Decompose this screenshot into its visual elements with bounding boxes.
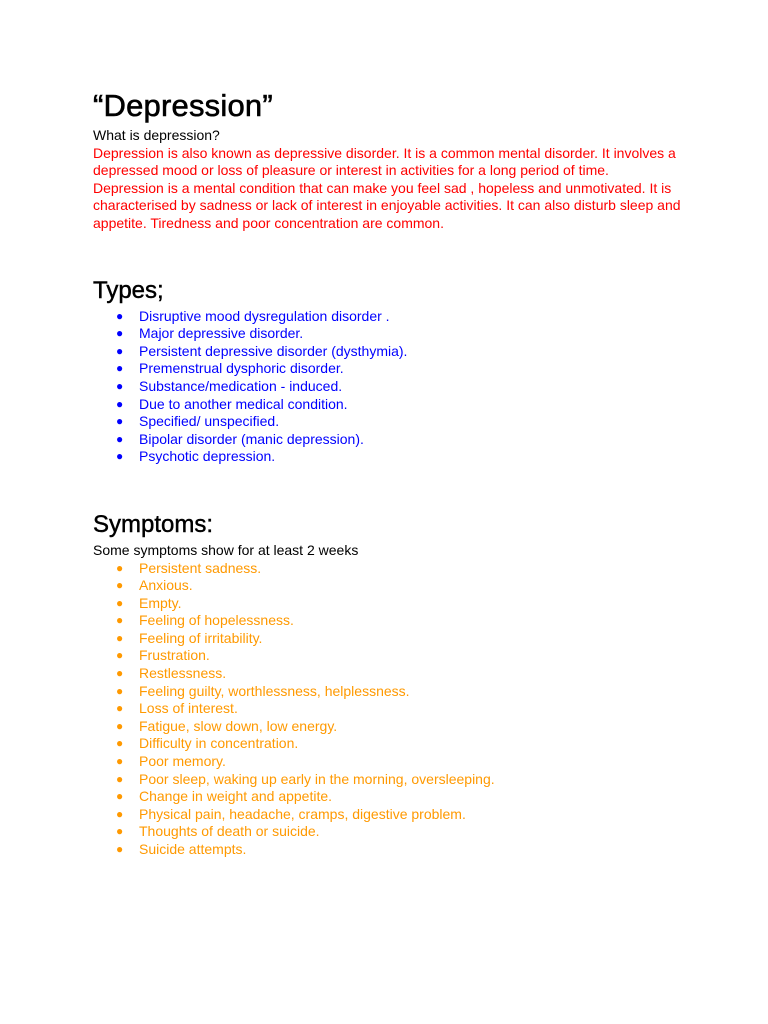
bullet-icon: ● — [116, 771, 124, 786]
list-item-text: Bipolar disorder (manic depression). — [139, 430, 364, 447]
list-item — [93, 841, 693, 859]
list-item — [93, 560, 693, 578]
list-item — [93, 630, 693, 648]
symptoms-heading: Symptoms: — [93, 510, 214, 538]
list-item — [93, 448, 693, 466]
bullet-icon: ● — [116, 343, 124, 358]
bullet-icon: ● — [116, 824, 124, 839]
bullet-icon: ● — [116, 449, 124, 464]
list-item-text: Major depressive disorder. — [139, 325, 304, 342]
bullet-icon: ● — [116, 736, 124, 751]
list-item — [93, 647, 693, 665]
list-item — [93, 396, 693, 414]
list-item-text: Feeling of hopelessness. — [139, 612, 294, 629]
list-item — [93, 612, 693, 630]
bullet-icon: ● — [116, 308, 124, 323]
bullet-icon: ● — [116, 378, 124, 393]
list-item-text: Fatigue, slow down, low energy. — [139, 717, 338, 734]
bullet-icon: ● — [116, 648, 124, 663]
list-item — [93, 735, 693, 753]
list-item — [93, 718, 693, 736]
list-item — [93, 665, 693, 683]
types-heading: Types; — [93, 276, 164, 304]
list-item-text: Psychotic depression. — [139, 448, 276, 465]
list-item — [93, 788, 693, 806]
list-item — [93, 343, 693, 361]
list-item-text: Difficulty in concentration. — [139, 735, 299, 752]
list-item — [93, 595, 693, 613]
bullet-icon: ● — [116, 630, 124, 645]
list-item-text: Due to another medical condition. — [139, 395, 348, 412]
list-item — [93, 753, 693, 771]
bullet-icon: ● — [116, 842, 124, 856]
list-item-text: Loss of interest. — [139, 700, 238, 717]
bullet-icon: ● — [116, 701, 124, 716]
list-item — [93, 806, 693, 824]
types-list — [93, 308, 693, 466]
list-item-text: Persistent depressive disorder (dysthymia). — [139, 342, 408, 359]
list-item-text: Poor memory. — [139, 753, 226, 770]
list-item — [93, 700, 693, 718]
list-item — [93, 378, 693, 396]
intro-question: What is depression? — [93, 127, 220, 143]
list-item-text: Frustration. — [139, 647, 210, 664]
bullet-icon: ● — [116, 613, 124, 628]
bullet-icon: ● — [116, 754, 124, 769]
symptoms-list — [93, 560, 693, 859]
list-item-text: Thoughts of death or suicide. — [139, 823, 320, 840]
bullet-icon: ● — [116, 595, 124, 610]
bullet-icon: ● — [116, 718, 124, 733]
list-item-text: Specified/ unspecified. — [139, 413, 280, 430]
list-item-text: Anxious. — [139, 577, 193, 594]
list-item-text: Physical pain, headache, cramps, digestive problem. — [139, 805, 466, 822]
list-item — [93, 308, 693, 326]
bullet-icon: ● — [116, 431, 124, 446]
list-item — [93, 683, 693, 701]
bullet-icon: ● — [116, 789, 124, 804]
list-item — [93, 325, 693, 343]
bullet-icon: ● — [116, 560, 124, 575]
bullet-icon: ● — [116, 683, 124, 698]
list-item-text: Feeling of irritability. — [139, 629, 263, 646]
bullet-icon: ● — [116, 578, 124, 593]
bullet-icon: ● — [116, 806, 124, 821]
list-item — [93, 771, 693, 789]
list-item-text: Suicide attempts. — [139, 841, 247, 857]
list-item — [93, 577, 693, 595]
list-item-text: Poor sleep, waking up early in the morning, oversleeping. — [139, 770, 495, 787]
list-item-text: Restlessness. — [139, 665, 227, 682]
bullet-icon: ● — [116, 414, 124, 429]
symptoms-lead: Some symptoms show for at least 2 weeks — [93, 541, 359, 558]
intro-paragraph: Depression is also known as depressive disorder. It is a common mental disorder. It involves a depressed mood or loss of pleasure or interest in activities for a long period of time. Depression is a mental condition that can make you feel sad , hopeless and unmotivated. It is characterised by sadness or lack of interest in enjoyable activities. It can also disturb sleep and appetite. Tiredness and poor concentration are common. — [93, 144, 681, 231]
bullet-icon: ● — [116, 666, 124, 681]
document-page — [93, 86, 693, 859]
list-item — [93, 413, 693, 431]
list-item-text: Premenstrual dysphoric disorder. — [139, 360, 344, 377]
list-item — [93, 431, 693, 449]
list-item-text: Persistent sadness. — [139, 559, 262, 576]
document-title: “Depression” — [93, 88, 273, 123]
list-item-text: Empty. — [139, 594, 182, 611]
bullet-icon: ● — [116, 361, 124, 376]
list-item — [93, 823, 693, 841]
bullet-icon: ● — [116, 326, 124, 341]
bullet-icon: ● — [116, 396, 124, 411]
list-item-text: Disruptive mood dysregulation disorder . — [139, 307, 390, 324]
list-item — [93, 360, 693, 378]
list-item-text: Substance/medication - induced. — [139, 377, 343, 394]
list-item-text: Change in weight and appetite. — [139, 788, 333, 805]
list-item-text: Feeling guilty, worthlessness, helplessness. — [139, 682, 410, 699]
